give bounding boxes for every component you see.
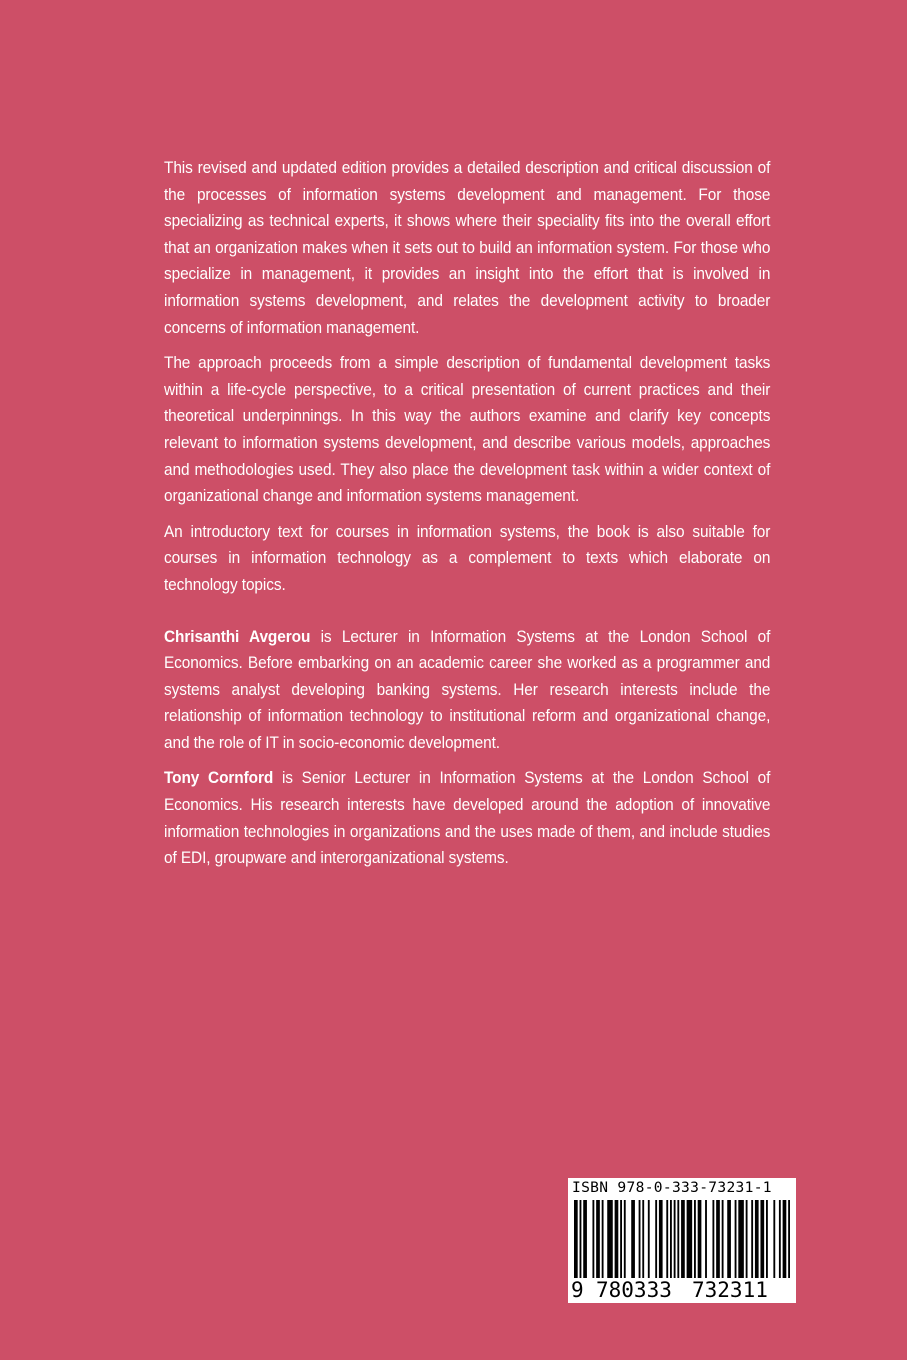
barcode-digits-right: 732311 [692, 1278, 768, 1302]
barcode-bar [583, 1200, 587, 1278]
barcode-bar [580, 1200, 582, 1278]
barcode-bar [760, 1200, 764, 1278]
isbn-barcode [568, 1178, 796, 1303]
barcode-bar [631, 1200, 635, 1278]
barcode-bar [674, 1200, 676, 1278]
isbn-label: ISBN 978-0-333-73231-1 [572, 1179, 772, 1196]
description-paragraph-2: The approach proceeds from a simple description of fundamental development tasks within a life-cycle perspective, to a critical presentation of current practices and their theoretical underpinnings. In this way the authors examine and clarify key concepts relevant to information systems development, and describe various models, approaches and methodologies used. They also place the development task within a wider context of organizational change and information systems management. [164, 354, 771, 506]
author-bio-text: is Lecturer in Information Systems at the London School of Economics. Before embarking on an academic career she worked as a programmer and systems analyst developing banking systems. Her research interests include the relationship of information technology to institutional reform and organizational change, and the role of IT in socio-economic development. [164, 627, 771, 752]
barcode-bar [620, 1200, 622, 1278]
author-name: Tony Cornford [164, 769, 274, 788]
barcode-bar [755, 1200, 759, 1278]
barcode-bar [615, 1200, 619, 1278]
barcode-bar [659, 1200, 663, 1278]
back-cover-text [164, 155, 770, 872]
barcode-bar [735, 1200, 737, 1278]
barcode-digits [568, 1278, 796, 1302]
barcode-bar [666, 1200, 668, 1278]
barcode-bar [773, 1200, 775, 1278]
barcode-bar [779, 1200, 781, 1278]
barcode-bar [712, 1200, 714, 1278]
barcode-bar [705, 1200, 707, 1278]
barcode-bar [681, 1200, 685, 1278]
barcode-bar [746, 1200, 748, 1278]
barcode-bar [727, 1200, 731, 1278]
author-bio-text: is Senior Lecturer in Information Systems at the London School of Economics. His research interests have developed around the adoption of innovative information technologies in organizations and the uses made of them, and include studies of EDI, groupware and interorganizational systems. [164, 769, 771, 868]
barcode-bar [602, 1200, 604, 1278]
barcode-bar [766, 1200, 768, 1278]
barcode-bar [574, 1200, 578, 1278]
barcode-bar [698, 1200, 702, 1278]
author-bio-cornford [164, 765, 770, 871]
author-name: Chrisanthi Avgerou [164, 627, 311, 646]
barcode-bar [694, 1200, 696, 1278]
barcode-bar [642, 1200, 644, 1278]
barcode-bar [670, 1200, 672, 1278]
barcode-bar [655, 1200, 657, 1278]
barcode-bar [592, 1200, 594, 1278]
description-paragraph-3: An introductory text for courses in information systems, the book is also suitable for courses in information technology as a complement to texts which elaborate on technology topics. [164, 522, 771, 594]
barcode-bar [687, 1200, 693, 1278]
barcode-bar [751, 1200, 753, 1278]
barcode-bar [639, 1200, 641, 1278]
barcode-bar [783, 1200, 787, 1278]
barcode-bar [596, 1200, 600, 1278]
barcode-bar [722, 1200, 724, 1278]
barcode-bar [677, 1200, 679, 1278]
barcode-bar [788, 1200, 790, 1278]
description-paragraph-1: This revised and updated edition provides a detailed description and critical discussion of the processes of information systems development and management. For those specializing as technical experts, it shows where their speciality fits into the overall effort that an organization makes when it sets out to build an information system. For those who specialize in management, it provides an insight into the effort that is involved in information systems development, and relates the development activity to broader concerns of information management. [164, 159, 771, 337]
barcode-digits-left: 780333 [596, 1278, 672, 1302]
author-bio-avgerou [164, 624, 770, 757]
barcode-bar [607, 1200, 613, 1278]
barcode-digit-first: 9 [571, 1278, 584, 1302]
barcode-bar [648, 1200, 650, 1278]
barcode-bars [574, 1200, 790, 1278]
barcode-bar [716, 1200, 720, 1278]
barcode-bar [738, 1200, 744, 1278]
barcode-bar [624, 1200, 626, 1278]
